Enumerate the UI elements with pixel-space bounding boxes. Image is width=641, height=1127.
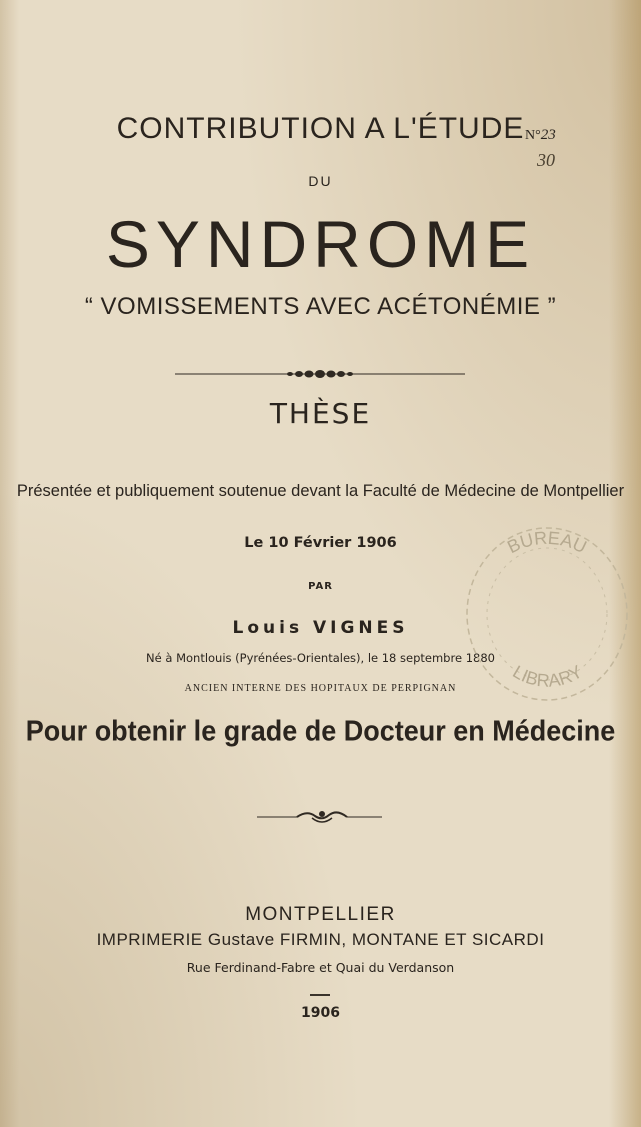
svg-text:BUREAU xyxy=(504,528,590,557)
stamp-top-text: BUREAU xyxy=(504,527,590,558)
du-text: DU xyxy=(308,173,333,189)
these-heading: THÈSE xyxy=(269,397,372,430)
separator-dash xyxy=(310,994,330,996)
number-prefix: N° xyxy=(525,128,541,143)
presentation-line: Présentée et publiquement soutenue devant la Faculté de Médecine de Montpellier xyxy=(16,482,625,500)
birth-details: Né à Montlouis (Pyrénées-Orientales), le 18 septembre 1880 xyxy=(146,651,495,665)
degree-line: Pour obtenir le grade de Docteur en Médecine xyxy=(25,715,616,747)
par-text: PAR xyxy=(308,581,333,592)
printer: IMPRIMERIE Gustave FIRMIN, MONTANE ET SICARDI xyxy=(96,930,545,949)
ornamental-rule-bottom xyxy=(257,808,387,828)
subtitle: “ VOMISSEMENTS AVEC ACÉTONÉMIE ” xyxy=(84,293,557,320)
defense-date: Le 10 Février 1906 xyxy=(244,535,397,551)
city: MONTPELLIER xyxy=(245,904,396,925)
library-stamp xyxy=(455,514,640,714)
svg-text:LIBRARY xyxy=(509,661,585,690)
contribution-heading: CONTRIBUTION A L'ÉTUDE xyxy=(116,112,525,145)
ornamental-rule-top xyxy=(175,367,465,381)
syndrome-title: SYNDROME xyxy=(105,207,536,281)
stamp-bottom-text: LIBRARY xyxy=(509,661,586,691)
author-title: ANCIEN INTERNE DES HOPITAUX DE PERPIGNAN xyxy=(184,683,457,694)
publication-year: 1906 xyxy=(301,1005,340,1021)
printer-address: Rue Ferdinand-Fabre et Quai du Verdanson xyxy=(186,960,455,975)
catalog-number xyxy=(525,127,556,144)
author-name: Louis VIGNES xyxy=(232,618,409,638)
number-value: 23 xyxy=(540,127,556,143)
handwritten-note: 30 xyxy=(537,150,555,170)
